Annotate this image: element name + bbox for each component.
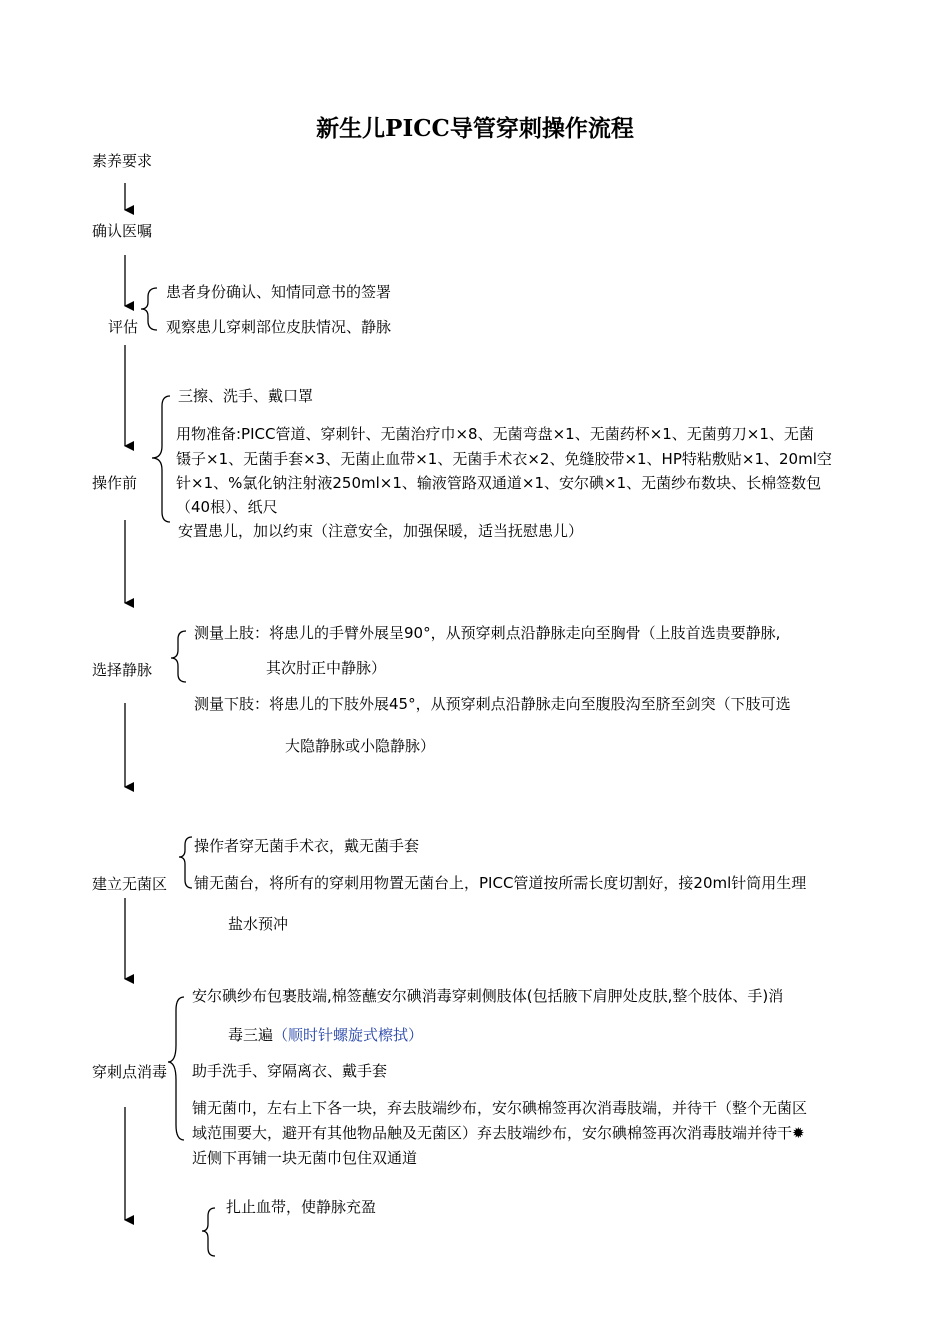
disinfect-item-1-line-1: 安尔碘纱布包裹肢端,棉签蘸安尔碘消毒穿刺侧肢体(包括腋下肩胛处皮肤,整个肢体、手)消 — [192, 987, 784, 1005]
vein-upper-line-2: 其次肘正中静脉） — [266, 659, 387, 677]
assess-item-2: 观察患儿穿刺部位皮肤情况、静脉 — [166, 318, 392, 336]
step-assess: 评估 — [108, 318, 139, 336]
prep-supplies-line-1: 用物准备:PICC管道、穿刺针、无菌治疗巾×8、无菌弯盘×1、无菌药杯×1、无菌剪刀×1、无菌 — [176, 425, 814, 443]
prep-item-3: 安置患儿，加以约束（注意安全，加强保暖，适当抚慰患儿） — [178, 522, 584, 540]
brace-prep — [152, 396, 170, 522]
disinfect-item-3-line-3: 近侧下再铺一块无菌巾包住双通道 — [192, 1149, 418, 1167]
step-confirm-order: 确认医嘱 — [92, 222, 153, 240]
sterile-item-2-line-2: 盐水预冲 — [228, 915, 289, 933]
brace-vein — [171, 631, 186, 682]
brace-tourniquet — [202, 1208, 215, 1256]
prep-item-1: 三擦、洗手、戴口罩 — [178, 387, 314, 405]
brace-assess — [141, 288, 157, 330]
vein-lower-line-2: 大隐静脉或小隐静脉） — [285, 737, 436, 755]
vein-upper-line-1: 测量上肢：将患儿的手臂外展呈90°，从预穿刺点沿静脉走向至胸骨（上肢首选贵要静脉, — [194, 624, 781, 642]
disinfect-item-2: 助手洗手、穿隔离衣、戴手套 — [192, 1062, 388, 1080]
assess-item-1: 患者身份确认、知情同意书的签署 — [166, 283, 392, 301]
step-before-operation: 操作前 — [92, 474, 138, 492]
sterile-item-2-line-1: 铺无菌台，将所有的穿刺用物置无菌台上，PICC管道按所需长度切割好，接20ml针筒用生理 — [194, 874, 807, 892]
disinfect-item-3-line-2: 域范围要大，避开有其他物品触及无菌区）弃去肢端纱布，安尔碘棉签再次消毒肢端并待干✹ — [192, 1124, 805, 1142]
disinfect-item-1-text: 毒三遍 — [228, 1026, 274, 1044]
tourniquet-item: 扎止血带，使静脉充盈 — [226, 1198, 377, 1216]
step-sterile-field: 建立无菌区 — [92, 875, 168, 893]
step-select-vein: 选择静脉 — [92, 661, 153, 679]
step-disinfect: 穿刺点消毒 — [92, 1063, 168, 1081]
disinfect-note: （顺时针螺旋式檫拭） — [273, 1026, 424, 1044]
step-literacy: 素养要求 — [92, 152, 153, 170]
prep-supplies-line-3: 针×1、%氯化钠注射液250ml×1、输液管路双通道×1、安尔碘×1、无菌纱布数块、长棉签数包 — [176, 474, 822, 492]
page-title: 新生儿PICC导管穿刺操作流程 — [316, 115, 634, 142]
brace-sterile — [179, 837, 192, 888]
vein-lower-line-1: 测量下肢：将患儿的下肢外展45°，从预穿刺点沿静脉走向至腹股沟至脐至剑突（下肢可选 — [194, 695, 791, 713]
prep-supplies-line-4: （40根）、纸尺 — [176, 498, 278, 516]
brace-disinfect — [168, 997, 184, 1140]
sterile-item-1: 操作者穿无菌手术衣，戴无菌手套 — [194, 837, 420, 855]
disinfect-item-3-line-1: 铺无菌巾，左右上下各一块，弃去肢端纱布，安尔碘棉签再次消毒肢端，并待干（整个无菌区 — [192, 1099, 808, 1117]
prep-supplies-line-2: 镊子×1、无菌手套×3、无菌止血带×1、无菌手术衣×2、免缝胶带×1、HP特粘敷贴×1、20ml空 — [176, 450, 832, 468]
